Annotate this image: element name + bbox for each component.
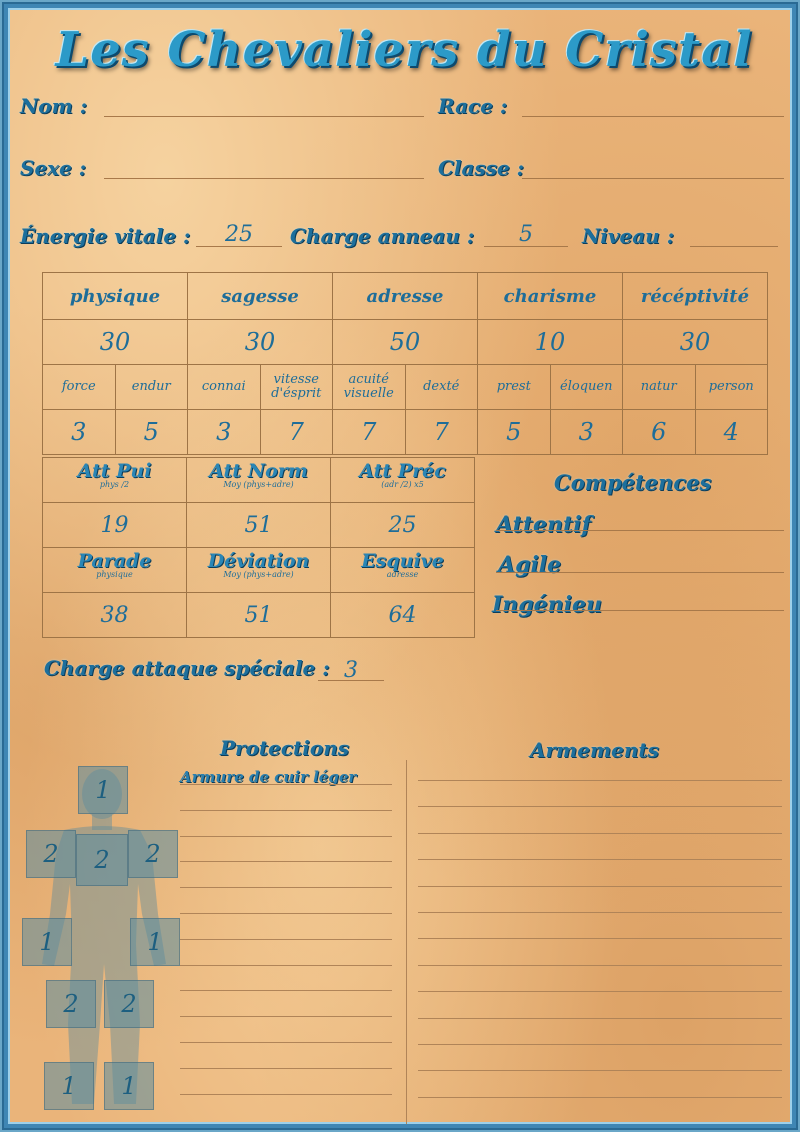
sheet-title: Les Chevaliers du Cristal (55, 22, 753, 78)
body-zone-right-foot[interactable]: 1 (104, 1062, 154, 1110)
substat-value[interactable]: 3 (188, 410, 261, 455)
combat-value[interactable]: 51 (187, 503, 331, 548)
combat-table (42, 457, 475, 638)
substat-label: connai (188, 365, 261, 410)
energie-value[interactable]: 25 (225, 222, 253, 247)
armement-line[interactable] (418, 991, 782, 992)
stat-value[interactable]: 30 (623, 320, 768, 365)
protection-line[interactable] (180, 990, 392, 991)
body-zone-right-thigh[interactable]: 2 (104, 980, 154, 1028)
protection-line[interactable] (180, 913, 392, 914)
substat-value[interactable]: 5 (115, 410, 188, 455)
competences-title: Compétences (554, 470, 712, 495)
armement-line[interactable] (418, 1097, 782, 1098)
combat-label: Att Norm (209, 460, 308, 482)
charge-attaque-line (318, 680, 384, 681)
body-zone-left-shoulder[interactable]: 2 (26, 830, 76, 878)
substat-label: prest (478, 365, 551, 410)
substat-label: endur (115, 365, 188, 410)
combat-value[interactable]: 38 (43, 593, 187, 638)
combat-label: Att Pui (77, 460, 152, 482)
combat-label: Att Préc (359, 460, 446, 482)
substat-value[interactable]: 7 (260, 410, 333, 455)
body-zone-right-shoulder[interactable]: 2 (128, 830, 178, 878)
substat-label: éloquen (550, 365, 623, 410)
stat-header: charisme (478, 273, 623, 320)
armement-line[interactable] (418, 859, 782, 860)
competence-item[interactable]: Attentif (496, 512, 591, 538)
niveau-label: Niveau : (582, 224, 675, 248)
body-zone-right-hand[interactable]: 1 (130, 918, 180, 966)
combat-label: Parade (77, 550, 152, 572)
sexe-label: Sexe : (20, 156, 87, 180)
stats-table (42, 272, 768, 455)
classe-label: Classe : (438, 156, 525, 180)
armement-line[interactable] (418, 806, 782, 807)
combat-value[interactable]: 25 (331, 503, 475, 548)
nom-label: Nom : (20, 94, 88, 118)
competence-item[interactable]: Ingénieu (492, 592, 603, 618)
combat-formula: adresse (386, 570, 419, 579)
protection-line[interactable] (180, 887, 392, 888)
combat-header (187, 458, 331, 503)
combat-header (43, 458, 187, 503)
protection-line[interactable] (180, 939, 392, 940)
competence-line (496, 610, 784, 611)
substat-value[interactable]: 7 (333, 410, 406, 455)
niveau-field[interactable] (690, 246, 778, 247)
protection-first-item[interactable]: Armure de cuir léger (180, 768, 357, 786)
classe-field[interactable] (522, 178, 784, 179)
sexe-field[interactable] (104, 178, 424, 179)
armement-line[interactable] (418, 886, 782, 887)
combat-formula: physique (96, 570, 133, 579)
protection-line[interactable] (180, 784, 392, 785)
substat-value[interactable]: 3 (550, 410, 623, 455)
combat-value[interactable]: 64 (331, 593, 475, 638)
substat-label: vitesse d'ésprit (260, 365, 333, 410)
stat-value[interactable]: 10 (478, 320, 623, 365)
substat-label: acuité visuelle (333, 365, 406, 410)
stat-value[interactable]: 30 (188, 320, 333, 365)
protection-line[interactable] (180, 1016, 392, 1017)
charge-anneau-line (484, 246, 568, 247)
substat-value[interactable]: 5 (478, 410, 551, 455)
charge-attaque-value[interactable]: 3 (344, 658, 358, 683)
race-field[interactable] (522, 116, 784, 117)
protections-title: Protections (220, 736, 350, 760)
combat-formula: Moy (phys+adre) (223, 480, 294, 489)
charge-anneau-value[interactable]: 5 (519, 222, 533, 247)
protection-line[interactable] (180, 1068, 392, 1069)
armement-line[interactable] (418, 780, 782, 781)
substat-label: dexté (405, 365, 478, 410)
stat-value[interactable]: 50 (333, 320, 478, 365)
substat-label: force (43, 365, 116, 410)
protection-line[interactable] (180, 836, 392, 837)
body-zone-head[interactable]: 1 (78, 766, 128, 814)
combat-label: Déviation (207, 550, 310, 572)
competence-line (496, 530, 784, 531)
protection-line[interactable] (180, 861, 392, 862)
armement-line[interactable] (418, 1018, 782, 1019)
protection-line[interactable] (180, 965, 392, 966)
protection-line[interactable] (180, 1042, 392, 1043)
competence-line (496, 572, 784, 573)
combat-value[interactable]: 51 (187, 593, 331, 638)
body-zone-left-foot[interactable]: 1 (44, 1062, 94, 1110)
stat-value[interactable]: 30 (43, 320, 188, 365)
armement-line[interactable] (418, 1044, 782, 1045)
stat-header: sagesse (188, 273, 333, 320)
competence-item[interactable]: Agile (498, 552, 562, 578)
substat-label: person (695, 365, 768, 410)
combat-value[interactable]: 19 (43, 503, 187, 548)
energie-label: Énergie vitale : (20, 224, 191, 248)
combat-formula: Moy (phys+adre) (223, 570, 294, 579)
body-zone-left-thigh[interactable]: 2 (46, 980, 96, 1028)
body-zone-left-hand[interactable]: 1 (22, 918, 72, 966)
combat-header (331, 458, 475, 503)
combat-label: Esquive (361, 550, 444, 572)
armement-line[interactable] (418, 965, 782, 966)
nom-field[interactable] (104, 116, 424, 117)
stat-header: physique (43, 273, 188, 320)
character-sheet (4, 4, 796, 1128)
body-zone-torso[interactable]: 2 (76, 834, 128, 886)
combat-header (331, 548, 475, 593)
stat-header: récéptivité (623, 273, 768, 320)
stat-header: adresse (333, 273, 478, 320)
substat-value[interactable]: 4 (695, 410, 768, 455)
combat-formula: phys /2 (99, 480, 130, 489)
armement-line[interactable] (418, 938, 782, 939)
race-label: Race : (438, 94, 508, 118)
protection-line[interactable] (180, 810, 392, 811)
energie-line (196, 246, 282, 247)
substat-value[interactable]: 7 (405, 410, 478, 455)
combat-formula: (adr /2) x5 (381, 480, 424, 489)
protection-line[interactable] (180, 1094, 392, 1095)
substat-value[interactable]: 3 (43, 410, 116, 455)
column-separator (406, 760, 407, 1128)
combat-header (43, 548, 187, 593)
combat-header (187, 548, 331, 593)
armement-line[interactable] (418, 833, 782, 834)
charge-attaque-label: Charge attaque spéciale : (44, 656, 330, 680)
substat-value[interactable]: 6 (623, 410, 696, 455)
armement-line[interactable] (418, 912, 782, 913)
substat-label: natur (623, 365, 696, 410)
armements-title: Armements (530, 738, 659, 762)
charge-anneau-label: Charge anneau : (290, 224, 475, 248)
armement-line[interactable] (418, 1070, 782, 1071)
